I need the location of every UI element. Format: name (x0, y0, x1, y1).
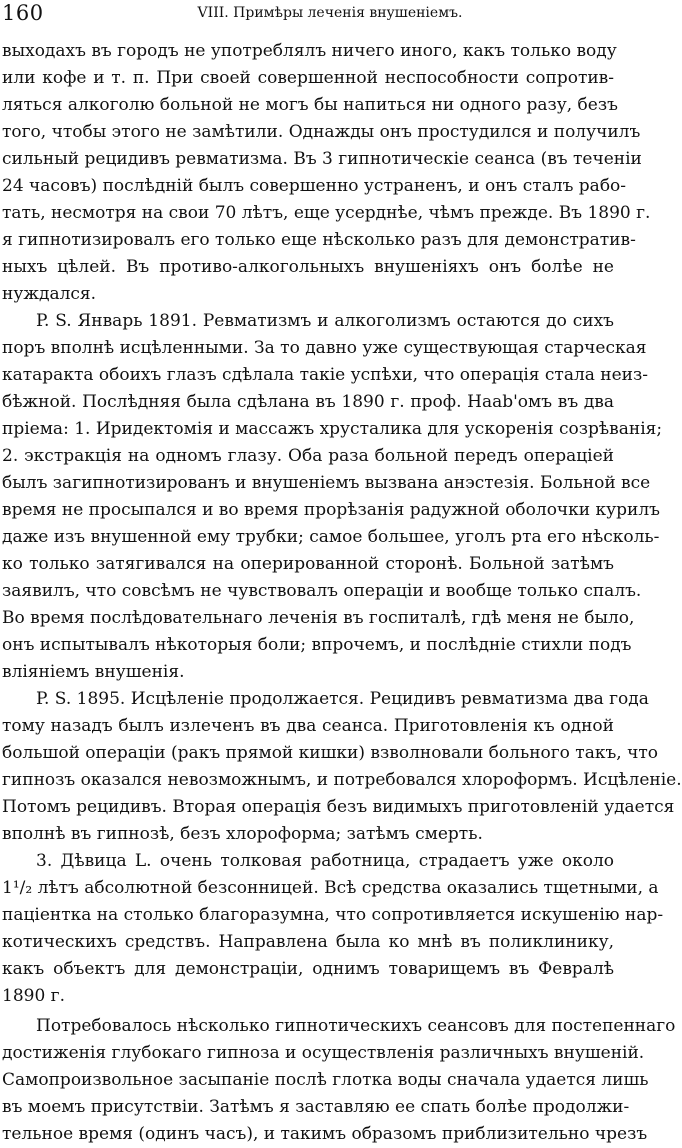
text-line: Во время послѣдовательнаго леченія въ госпиталѣ, гдѣ меня не было, (2, 608, 635, 628)
text-line: 24 часовъ) послѣдній былъ совершенно устраненъ, и онъ сталъ рабо- (2, 176, 627, 196)
text-line: котическихъ средствъ. Направлена была ко мнѣ въ поликлинику, (2, 932, 614, 952)
text-line: поръ вполнѣ исцѣленными. За то давно уже существующая старческая (2, 338, 647, 358)
text-line: Самопроизвольное засыпаніе послѣ глотка воды сначала удается лишь (2, 1070, 649, 1090)
text-line: достиженія глубокаго гипноза и осуществленія различныхъ внушеній. (2, 1043, 645, 1063)
text-line: время не просыпался и во время прорѣзанія радужной оболочки курилъ (2, 500, 660, 520)
text-line: бѣжной. Послѣдняя была сдѣлана въ 1890 г. проф. Haab'омъ въ два (2, 392, 614, 412)
text-line: вполнѣ въ гипнозѣ, безъ хлороформа; затѣмъ смерть. (2, 824, 483, 844)
paragraph-4 (2, 848, 664, 1010)
text-line: нуждался. (2, 284, 97, 304)
text-line: ляться алкоголю больной не могъ бы напиться ни одного разу, безъ (2, 95, 618, 115)
text-line: пріема: 1. Иридектомія и массажъ хрусталика для ускоренія созрѣванія; (2, 419, 663, 439)
text-line: Потребовалось нѣсколько гипнотическихъ сеансовъ для постепеннаго (36, 1016, 676, 1036)
text-line: тому назадъ былъ излеченъ въ два сеанса. Приготовленія къ одной (2, 716, 614, 736)
text-line: вліяніемъ внушенія. (2, 662, 185, 682)
text-line: какъ объектъ для демонстраціи, однимъ товарищемъ въ Февралѣ (2, 959, 614, 979)
text-line: 3. Дѣвица L. очень толковая работница, страдаетъ уже около (36, 851, 614, 871)
text-line: сильный рецидивъ ревматизма. Въ 3 гипнотическіе сеанса (въ теченіи (2, 149, 642, 169)
text-line: Потомъ рецидивъ. Вторая операція безъ видимыхъ приготовленій удается (2, 797, 675, 817)
text-line: 2. экстракція на одномъ глазу. Оба раза больной передъ операціей (2, 446, 614, 466)
text-line: онъ испытывалъ нѣкоторыя боли; впрочемъ, и послѣдніе стихли подъ (2, 635, 632, 655)
text-line: даже изъ внушенной ему трубки; самое большее, уголъ рта его нѣсколь- (2, 527, 660, 547)
paragraph-3 (2, 686, 682, 848)
paragraph-5 (2, 1013, 676, 1148)
paragraph-2 (2, 308, 663, 686)
page-number: 160 (2, 1, 44, 25)
text-line: большой операціи (ракъ прямой кишки) взволновали больного такъ, что (2, 743, 658, 763)
text-line: того, чтобы этого не замѣтили. Однажды онъ простудился и получилъ (2, 122, 641, 142)
body-text (2, 38, 682, 1148)
running-head: VIII. Примѣры леченія внушеніемъ. (197, 5, 463, 21)
paragraph-1 (2, 38, 651, 308)
text-line: гипнозъ оказался невозможнымъ, и потребовался хлороформъ. Исцѣленіе. (2, 770, 682, 790)
text-line: P. S. Январь 1891. Ревматизмъ и алкоголизмъ остаются до сихъ (36, 311, 614, 331)
text-line: катаракта обоихъ глазъ сдѣлала такіе успѣхи, что операція стала неиз- (2, 365, 649, 385)
text-line: 1890 г. (2, 986, 65, 1006)
text-line: ныхъ цѣлей. Въ противо-алкогольныхъ внушеніяхъ онъ болѣе не (2, 257, 614, 277)
text-line: заявилъ, что совсѣмъ не чувствовалъ операціи и вообще только спалъ. (2, 581, 642, 601)
text-line: въ моемъ присутствіи. Затѣмъ я заставляю ее спать болѣе продолжи- (2, 1097, 630, 1117)
text-line: былъ загипнотизированъ и внушеніемъ вызвана анэстезія. Больной все (2, 473, 651, 493)
text-line: или кофе и т. п. При своей совершенной неспособности сопротив- (2, 68, 614, 88)
text-line: P. S. 1895. Исцѣленіе продолжается. Рецидивъ ревматизма два года (36, 689, 649, 709)
text-line: тельное время (одинъ часъ), и такимъ образомъ приблизительно чрезъ (2, 1124, 648, 1144)
text-line: я гипнотизировалъ его только еще нѣсколько разъ для демонстратив- (2, 230, 636, 250)
text-line: ко только затягивался на оперированной сторонѣ. Больной затѣмъ (2, 554, 614, 574)
text-line: 1¹/₂ лѣтъ абсолютной безсонницей. Всѣ средства оказались тщетными, а (2, 878, 659, 898)
text-line: тать, несмотря на свои 70 лѣтъ, еще усерднѣе, чѣмъ прежде. Въ 1890 г. (2, 203, 651, 223)
text-line: паціентка на столько благоразумна, что сопротивляется искушенію нар- (2, 905, 664, 925)
text-line: выходахъ въ городъ не употреблялъ ничего иного, какъ только воду (2, 41, 617, 61)
